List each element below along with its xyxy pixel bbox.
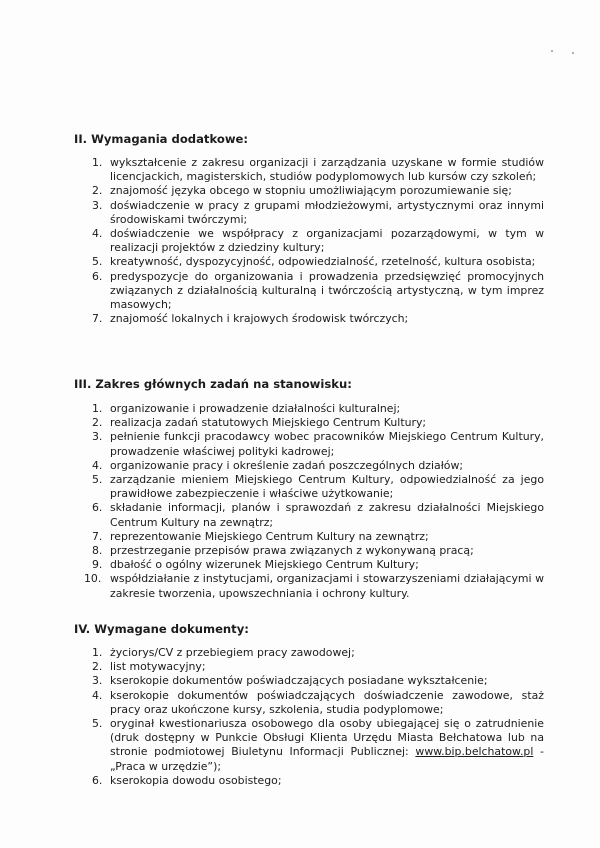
list-item: 8. przestrzeganie przepisów prawa związanych z wykonywaną pracą; xyxy=(92,544,474,558)
scan-speck xyxy=(551,50,553,52)
list-item: 5. oryginał kwestionariusza osobowego dla osoby ubiegającej się o zatrudnienie (druk dostępny w Punkcie Obsługi Klienta Urzędu Miasta Bełchatowa lub na stronie podmiotowej Biuletynu Informacji Publicznej: www.bip.belchatow.pl - „Praca w urzędzie”); xyxy=(92,717,544,773)
section-heading: III. Zakres głównych zadań na stanowisku: xyxy=(74,377,352,391)
section-heading: II. Wymagania dodatkowe: xyxy=(74,132,249,146)
documents-list xyxy=(74,646,544,788)
list-item: 4. doświadczenie we współpracy z organizacjami pozarządowymi, w tym w realizacji projektów z dziedziny kultury; xyxy=(92,227,544,255)
list-item: 7. reprezentowanie Miejskiego Centrum Kultury na zewnątrz; xyxy=(92,529,429,543)
requirements-list xyxy=(74,156,544,326)
list-item: 6. składanie informacji, planów i sprawozdań z zakresu działalności Miejskiego Centrum Kultury na zewnątrz; xyxy=(92,501,544,529)
list-item: 10. współdziałanie z instytucjami, organizacjami i stowarzyszeniami działającymi w zakresie tworzenia, upowszechniania i ochrony kultury. xyxy=(84,572,544,600)
list-item: 2. realizacja zadań statutowych Miejskiego Centrum Kultury; xyxy=(92,416,427,430)
list-item: 2. znajomość języka obcego w stopniu umożliwiającym porozumiewanie się; xyxy=(92,184,512,198)
list-item: 3. doświadczenie w pracy z grupami młodzieżowymi, artystycznymi oraz innymi środowiskami twórczymi; xyxy=(92,198,544,226)
list-item: 5. kreatywność, dyspozycyjność, odpowiedzialność, rzetelność, kultura osobista; xyxy=(92,255,536,269)
section-additional-requirements xyxy=(74,132,544,326)
list-item: 7. znajomość lokalnych i krajowych środowisk twórczych; xyxy=(92,312,409,326)
duties-list xyxy=(74,402,544,601)
section-main-duties xyxy=(74,377,544,601)
list-item: 1. organizowanie i prowadzenie działalności kulturalnej; xyxy=(92,402,401,415)
list-item: 9. dbałość o ogólny wizerunek Miejskiego Centrum Kultury; xyxy=(92,558,419,572)
list-item: 5. zarządzanie mieniem Miejskiego Centrum Kultury, odpowiedzialność za jego prawidłowe zabezpieczenie i właściwe użytkowanie; xyxy=(92,473,544,501)
section-required-documents xyxy=(74,622,544,788)
scan-speck xyxy=(572,52,574,54)
list-item: 6. kserokopia dowodu osobistego; xyxy=(92,773,282,787)
list-item: 1. wykształcenie z zakresu organizacji i zarządzania uzyskane w formie studiów licencjackich, magisterskich, studiów podyplomowych lub kursów czy szkoleń; xyxy=(92,156,544,184)
list-item: 3. kserokopie dokumentów poświadczających posiadane wykształcenie; xyxy=(92,674,488,688)
list-item: 1. życiorys/CV z przebiegiem pracy zawodowej; xyxy=(92,646,355,659)
bip-link[interactable]: www.bip.belchatow.pl xyxy=(415,745,534,759)
list-item: 3. pełnienie funkcji pracodawcy wobec pracowników Miejskiego Centrum Kultury, prowadzenie właściwej polityki kadrowej; xyxy=(92,430,544,458)
list-item: 4. organizowanie pracy i określenie zadań poszczególnych działów; xyxy=(92,458,464,472)
section-heading: IV. Wymagane dokumenty: xyxy=(74,622,249,636)
list-item: 4. kserokopie dokumentów poświadczających doświadczenie zawodowe, staż pracy oraz ukończone kursy, szkolenia, studia podyplomowe; xyxy=(92,688,544,716)
list-item: 2. list motywacyjny; xyxy=(92,660,206,674)
list-item: 6. predyspozycje do organizowania i prowadzenia przedsięwzięć promocyjnych związanych z działalnością kulturalną i twórczością artystyczną, w tym imprez masowych; xyxy=(92,269,544,312)
